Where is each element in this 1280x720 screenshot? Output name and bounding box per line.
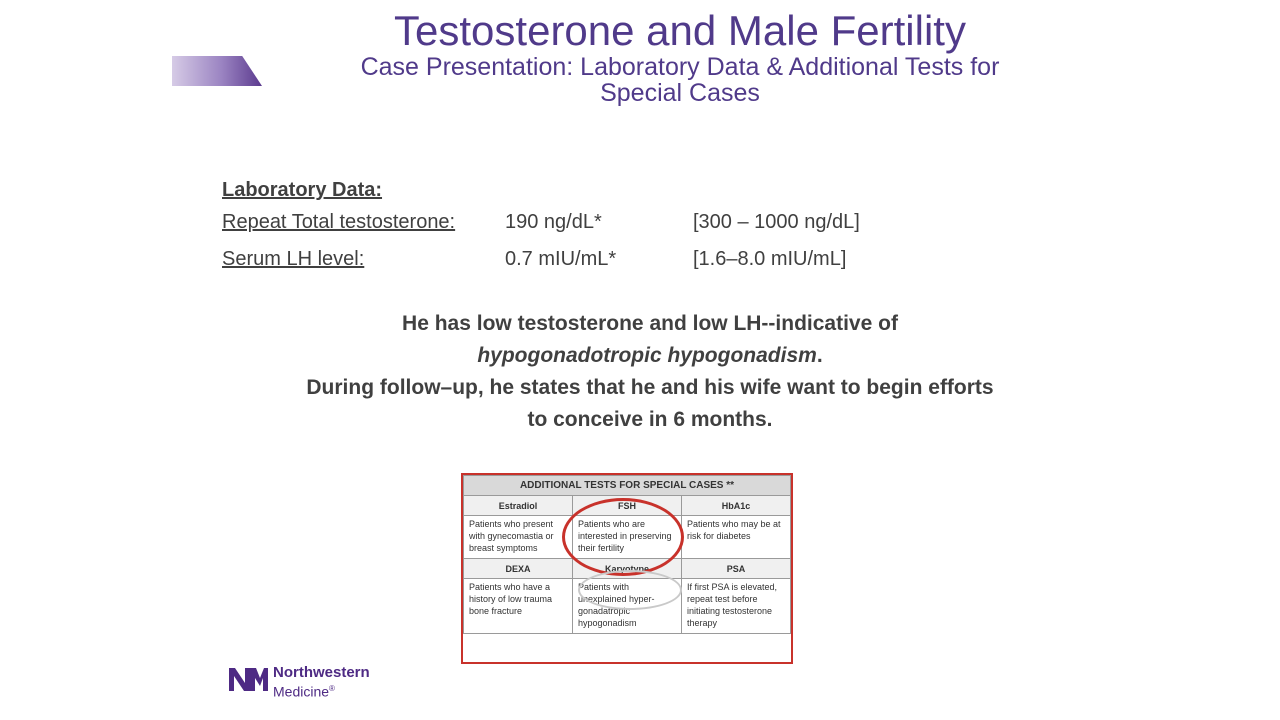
lab-test-name: Repeat Total testosterone: — [222, 211, 456, 233]
summary-line-2 — [170, 340, 1130, 372]
diagnosis-term: hypogonadotropic hypogonadism — [477, 344, 817, 367]
lab-test-value: 190 ng/dL* — [505, 211, 602, 233]
subtitle-line-2: Special Cases — [600, 79, 760, 107]
nm-logo-mark-icon — [228, 666, 268, 692]
test-name-estradiol: Estradiol — [464, 496, 573, 516]
tests-table — [463, 475, 791, 634]
test-name-karyotype: Karyotype — [573, 559, 682, 579]
diagnosis-period: . — [816, 344, 823, 367]
lab-test-value: 0.7 mIU/mL* — [505, 248, 617, 270]
indication-estradiol: Patients who present with gynecomastia or breast symptoms — [464, 516, 573, 559]
summary-line-1: He has low testosterone and low LH--indicative of — [402, 312, 898, 335]
lab-row-testosterone — [222, 204, 860, 241]
indication-dexa: Patients who have a history of low trauma bone fracture — [464, 579, 573, 634]
test-name-psa: PSA — [682, 559, 791, 579]
test-name-fsh: FSH — [573, 496, 682, 516]
lab-reference-range: [300 – 1000 ng/dL] — [693, 211, 860, 233]
indication-karyotype: Patients with unexplained hyper-gonadatropic hypogonadism — [573, 579, 682, 634]
lab-row-lh — [222, 241, 847, 278]
logo-registered-mark: ® — [329, 684, 335, 693]
logo-subtext — [273, 681, 335, 700]
table-banner: ADDITIONAL TESTS FOR SPECIAL CASES ** — [464, 476, 791, 496]
test-name-dexa: DEXA — [464, 559, 573, 579]
indication-hba1c: Patients who may be at risk for diabetes — [682, 516, 791, 559]
summary-line-3: During follow–up, he states that he and his wife want to begin efforts — [306, 376, 994, 399]
subtitle-line-1: Case Presentation: Laboratory Data & Additional Tests for — [360, 53, 1000, 81]
lab-test-name: Serum LH level: — [222, 248, 365, 270]
logo-name: Northwestern — [273, 664, 370, 681]
indication-fsh: Patients who are interested in preserving their fertility — [573, 516, 682, 559]
case-summary — [170, 308, 1130, 436]
slide-subtitle — [300, 54, 1060, 106]
additional-tests-table — [461, 473, 793, 664]
indication-psa: If first PSA is elevated, repeat test before initiating testosterone therapy — [682, 579, 791, 634]
laboratory-data — [222, 176, 860, 278]
summary-line-4: to conceive in 6 months. — [527, 408, 773, 431]
slide-title: Testosterone and Male Fertility — [394, 7, 966, 54]
test-name-hba1c: HbA1c — [682, 496, 791, 516]
title-accent-bar — [172, 56, 262, 86]
lab-heading: Laboratory Data: — [222, 179, 383, 201]
lab-reference-range: [1.6–8.0 mIU/mL] — [693, 248, 847, 270]
logo-sub-word: Medicine — [273, 683, 330, 700]
